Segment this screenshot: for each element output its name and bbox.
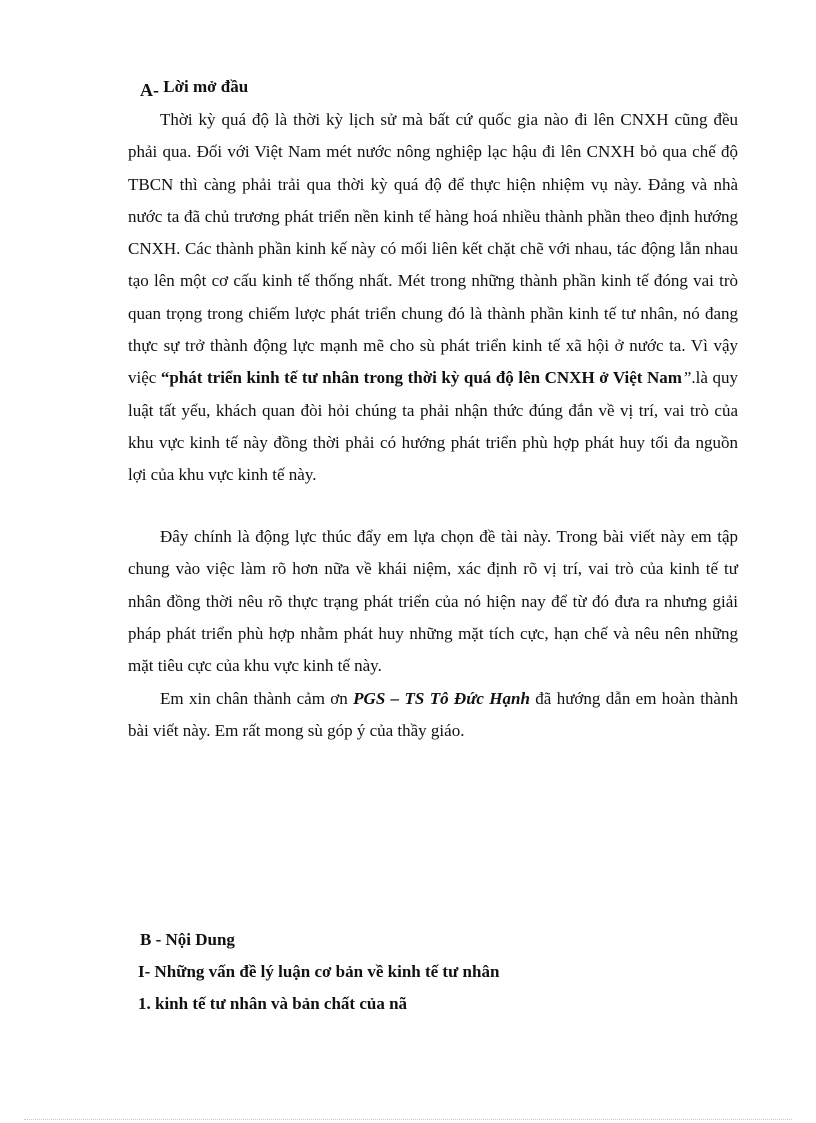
- motivation-paragraph: [128, 521, 738, 682]
- section-b-heading: B - Nội Dung: [140, 930, 235, 949]
- intro-text-end: .là quy luật tất yếu, khách quan đòi hỏi chúng ta phải nhận thức đúng đắn về vị trí, vai trò của khu vực kinh tế này đồng thời phải có hướng phát triển phù hợp phát huy tối đa nguồn lợi của khu vực kinh tế này.: [128, 368, 738, 485]
- section-a-title: Lời mở đầu: [163, 77, 249, 96]
- page-bottom-divider: [24, 1119, 792, 1120]
- advisor-name: PGS – TS Tô Đức Hạnh: [353, 689, 530, 708]
- intro-text-start: Thời kỳ quá độ là thời kỳ lịch sử mà bất cứ quốc gia nào đi lên CNXH cũng đều phải qua. Đối với Việt Nam mét nước nông nghiệp lạc hậu đi lên CNXH bỏ qua chế độ TBCN thì càng phải trải qua thời kỳ quá độ để thực hiện nhiệm vụ này. Đảng và nhà nước ta đã chủ trương phát triển nền kinh tế hàng hoá nhiều thành phần theo định hướng CNXH. Các thành phần kinh kế này có mối liên kết chặt chẽ với nhau, tác động lẫn nhau tạo lên một cơ cấu kinh tế thống nhất. Mét trong những thành phần kinh tế đóng vai trò quan trọng trong chiếm lược phát triển chung đó là thành phần kinh tế tư nhân, nó đang thực sự trở thành động lực mạnh mẽ cho sù phát triển kinh tế xã hội ở nước ta. Vì vậy việc: [128, 110, 738, 388]
- intro-paragraph: [128, 104, 738, 492]
- part-i-heading: I- Những vấn đề lý luận cơ bản về kinh tế tư nhân: [138, 962, 500, 981]
- section-a-heading: [140, 76, 249, 100]
- thanks-text-end: đã hướng dẫn em hoàn thành bài viết này. Em rất mong sù góp ý của thầy giáo.: [128, 689, 738, 741]
- intro-emphasis: “phát triển kinh tế tư nhân trong thời kỳ quá độ lên CNXH ở Việt Nam: [160, 368, 682, 388]
- motivation-text: Đây chính là động lực thúc đẩy em lựa chọn đề tài này. Trong bài viết này em tập chung vào việc làm rõ hơn nữa về khái niệm, xác định rõ vị trí, vai trò của kinh tế tư nhân đồng thời nêu rõ thực trạng phát triển của nó hiện nay để từ đó đưa ra nhưng giải pháp phát triển phù hợp nhằm phát huy những mặt tích cực, hạn chế và nêu nên những mặt tiêu cực của khu vực kinh tế này.: [128, 527, 738, 676]
- thanks-paragraph: [128, 683, 738, 748]
- thanks-text-start: Em xin chân thành cảm ơn: [160, 689, 354, 708]
- item-1-heading: 1. kinh tế tư nhân và bản chất của nã: [138, 994, 408, 1013]
- section-a-prefix: A-: [140, 80, 159, 100]
- intro-close-quote: ”: [681, 368, 692, 388]
